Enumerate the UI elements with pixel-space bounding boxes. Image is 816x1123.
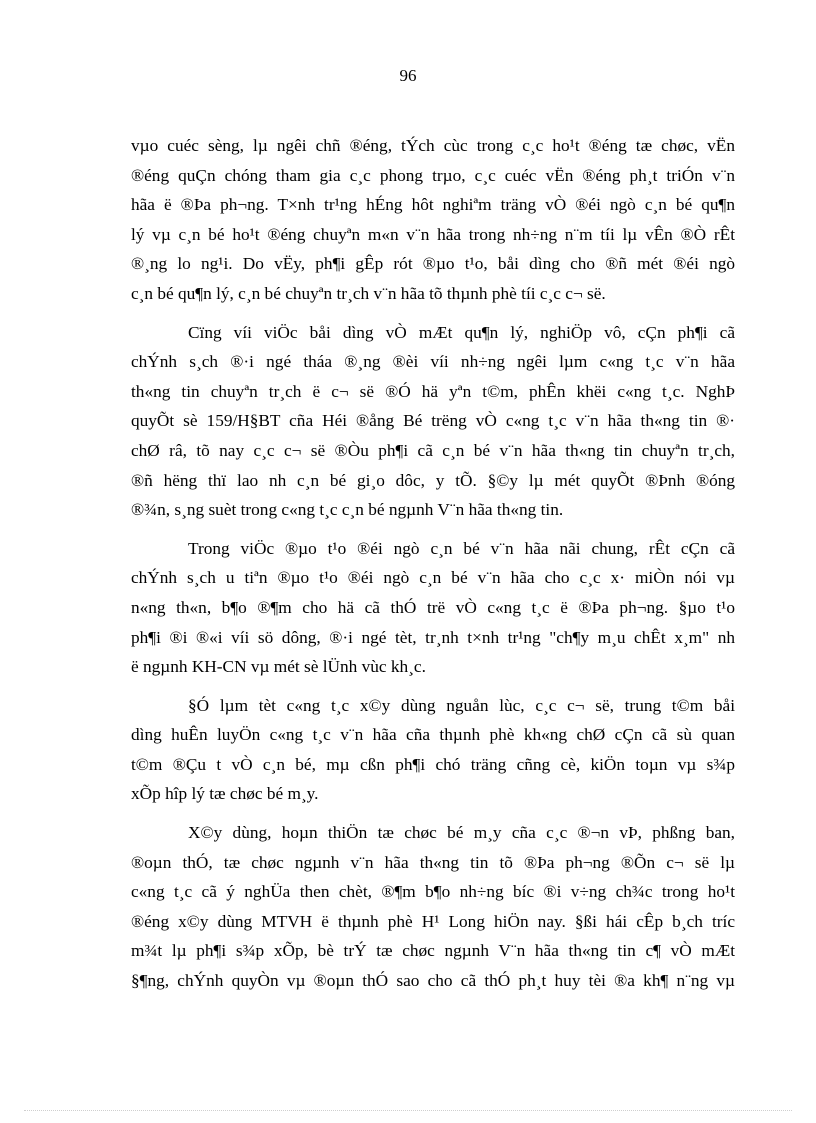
text-line: ®éng x©y dùng MTVH ë thµnh phè H¹ Long hiÖn nay. §ßi hái cÊp b¸ch tríc [131,911,735,931]
text-line: c¸n bé qu¶n lý, c¸n bé chuyªn tr¸ch v¨n hãa tõ thµnh phè tíi c¸c c¬ së. [131,283,606,303]
text-line: hãa ë ®Þa ph¬ng. T×nh tr¹ng hÉng hôt nghiªm träng vÒ ®éi ngò c¸n bé qu¶n [131,195,735,215]
page-bottom-divider [24,1110,792,1111]
text-line: dìng huÊn luyÖn c«ng t¸c v¨n hãa cña thµnh phè kh«ng chØ cÇn cã sù quan [131,725,735,745]
text-line: n«ng th«n, b¶o ®¶m cho hä cã thÓ trë vÒ c«ng t¸c ë ®Þa ph¬ng. §µo t¹o [131,597,735,617]
text-line: Trong viÖc ®µo t¹o ®éi ngò c¸n bé v¨n hãa nãi chung, rÊt cÇn cã [188,538,735,558]
text-line: ®¾n, s¸ng suèt trong c«ng t¸c c¸n bé ngµnh V¨n hãa th«ng tin. [131,500,564,520]
text-line: X©y dùng, hoµn thiÖn tæ chøc bé m¸y cña c¸c ®¬n vÞ, phßng ban, [188,823,735,843]
body-text [131,131,735,1005]
text-line: Cïng víi viÖc båi dìng vÒ mÆt qu¶n lý, nghiÖp vô, cÇn ph¶i cã [188,322,735,342]
text-line: quyÕt sè 159/H§BT cña Héi ®ång Bé trëng vÒ c«ng t¸c v¨n hãa th«ng tin ®· [131,411,735,431]
text-line: c«ng t¸c cã ý nghÜa then chèt, ®¶m b¶o nh÷ng bíc ®i v÷ng ch¾c trong ho¹t [131,882,735,902]
text-line: th«ng tin chuyªn tr¸ch ë c¬ së ®Ó hä yªn t©m, phÊn khëi c«ng t¸c. NghÞ [131,381,735,401]
text-line: chØ râ, tõ nay c¸c c¬ së ®Òu ph¶i cã c¸n bé v¨n hãa th«ng tin chuyªn tr¸ch, [131,440,735,460]
text-line: xÕp hîp lý tæ chøc bé m¸y. [131,784,319,804]
paragraph-2 [131,318,735,525]
text-line: lý vµ c¸n bé ho¹t ®éng chuyªn m«n v¨n hãa trong nh÷ng n¨m tíi lµ vÊn ®Ò rÊt [131,224,735,244]
text-line: ë ngµnh KH-CN vµ mét sè lÜnh vùc kh¸c. [131,657,426,677]
paragraph-5 [131,818,735,996]
text-line: ®éng quÇn chóng tham gia c¸c phong trµo, c¸c cuéc vËn ®éng ph¸t triÓn v¨n [131,165,735,185]
text-line: ®ñ hëng thï lao nh c¸n bé gi¸o dôc, y tÕ. §©y lµ mét quyÕt ®Þnh ®óng [131,470,735,490]
text-line: t©m ®Çu t vÒ c¸n bé, mµ cßn ph¶i chó träng cñng cè, kiÖn toµn vµ s¾p [131,754,735,774]
text-line: chÝnh s¸ch ®·i ngé tháa ®¸ng ®èi víi nh÷ng ngêi lµm c«ng t¸c v¨n hãa [131,352,735,372]
paragraph-1 [131,131,735,309]
paragraph-4 [131,691,735,809]
text-line: vµo cuéc sèng, lµ ngêi chñ ®éng, tÝch cùc trong c¸c ho¹t ®éng tæ chøc, vËn [131,136,735,155]
text-line: ph¶i ®i ®«i víi sö dông, ®·i ngé tèt, tr¸nh t×nh tr¹ng "ch¶y m¸u chÊt x¸m" nh [131,627,735,647]
paragraph-3 [131,534,735,682]
text-line: §¶ng, chÝnh quyÒn vµ ®oµn thÓ sao cho cã thÓ ph¸t huy tèi ®a kh¶ n¨ng vµ [131,971,735,991]
text-line: ®¸ng lo ng¹i. Do vËy, ph¶i gÊp rót ®µo t¹o, båi dìng cho ®ñ mét ®éi ngò [131,254,735,274]
text-line: ®oµn thÓ, tæ chøc ngµnh v¨n hãa th«ng tin tõ ®Þa ph¬ng ®Õn c¬ së lµ [131,852,735,872]
text-line: §Ó lµm tèt c«ng t¸c x©y dùng nguån lùc, c¸c c¬ së, trung t©m båi [188,695,735,715]
text-line: m¾t lµ ph¶i s¾p xÕp, bè trÝ tæ chøc ngµnh V¨n hãa th«ng tin c¶ vÒ mÆt [131,941,735,961]
page-number: 96 [399,66,417,85]
text-line: chÝnh s¸ch u tiªn ®µo t¹o ®éi ngò c¸n bé v¨n hãa cho c¸c x· miÒn nói vµ [131,568,735,588]
